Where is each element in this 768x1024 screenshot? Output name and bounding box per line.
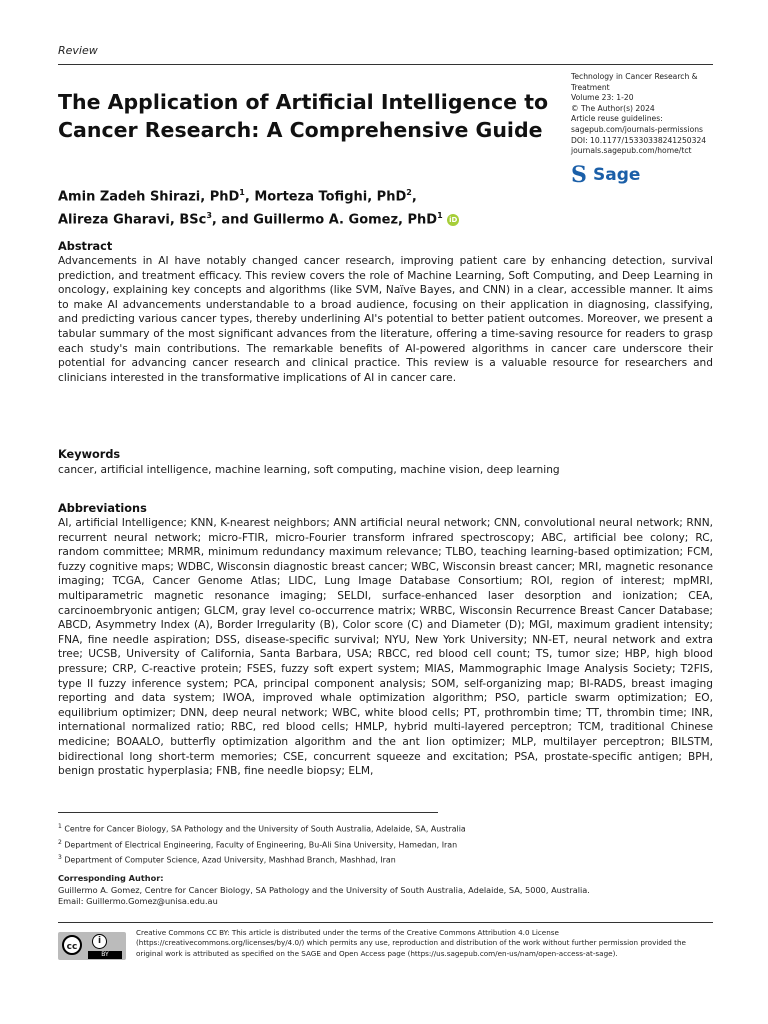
author-list — [58, 183, 528, 230]
affiliation-text: Centre for Cancer Biology, SA Pathology and the University of South Australia, Adelaide, SA, Australia — [64, 824, 466, 834]
author-affiliation: 3 — [206, 211, 212, 221]
author-separator: , — [411, 189, 417, 205]
abbreviations-heading: Abbreviations — [58, 502, 147, 515]
author-affiliation: 1 — [437, 211, 443, 221]
affiliations — [58, 820, 713, 867]
author-affiliation: 1 — [239, 188, 245, 197]
sage-logo — [571, 163, 640, 187]
journal-name: Technology in Cancer Research & Treatment — [571, 72, 698, 92]
section-label: Review — [58, 44, 98, 57]
journal-volume: Volume 23: 1-20 — [571, 93, 634, 103]
journal-reuse: Article reuse guidelines: — [571, 114, 663, 124]
affiliation-item — [58, 851, 713, 867]
sage-logo-text: Sage — [593, 165, 641, 185]
sage-s-icon: S — [571, 162, 587, 188]
corresponding-email[interactable]: Email: Guillermo.Gomez@unisa.edu.au — [58, 896, 218, 906]
orcid-icon[interactable]: iD — [449, 216, 458, 225]
affiliation-number: 1 — [58, 823, 62, 830]
journal-copyright: © The Author(s) 2024 — [571, 103, 655, 113]
author-name: Amin Zadeh Shirazi, PhD — [58, 189, 240, 205]
author-name: Morteza Tofighi, PhD — [254, 189, 407, 205]
cc-by-badge[interactable] — [58, 932, 126, 960]
affiliation-text: Department of Electrical Engineering, Faculty of Engineering, Bu-Ali Sina University, Hamedan, Iran — [64, 840, 458, 850]
by-label: BY — [88, 951, 122, 959]
abbreviations-text: AI, artificial Intelligence; KNN, K-nearest neighbors; ANN artificial neural network; CNN, convolutional neural network; RNN, recurrent neural network; micro-FTIR, micro-Fourier transform infrared spectroscopy; ABC, artificial bee colony; RC, random committee; MRMR, minimum redundancy maximum relevance; TLBO, teaching learning-based optimization; FCM, fuzzy cognitive maps; WDBC, Wisconsin diagnostic breast cancer; WBC, Wisconsin breast cancer; MRI, magnetic resonance imaging; TCGA, Cancer Genome Atlas; LIDC, Lung Image Database Consortium; ROI, region of interest; mpMRI, multiparametric magnetic resonance imaging; SELDI, surface-enhanced laser desorption and ionization; CEA, carcinoembryonic antigen; GLCM, gray level co-occurrence matrix; WRBC, Wisconsin Recurrence Breast Cancer Database; ABCD, Asymmetry Index (A), Border Irregularity (B), Color score (C) and Diameter (D); MGI, maximum gradient intensity; FNA, fine needle aspiration; DSS, disease-specific survival; NYU, New York University; NN-ET, neural network and extra tree; UCSB, University of California, Santa Barbara, USA; RBCC, red blood cell count; TS, tumor size; HBP, high blood pressure; CRP, C-reactive protein; FSES, fuzzy soft expert system; MIAS, Mammographic Image Analysis Society; T2FIS, type II fuzzy inference system; PCA, principal component analysis; SOM, self-organizing map; BI-RADS, breast imaging reporting and data system; IWOA, improved whale optimization algorithm; PSO, particle swarm optimization; EO, equilibrium optimizer; DNN, deep neural network; WBC, white blood cells; PT, prothrombin time; TT, thrombin time; INR, international normalized ratio; RBC, red blood cells; HMLP, hybrid multi-layered perceptron; TCM, traditional Chinese medicine; BOAALO, butterfly optimization algorithm and the ant lion optimizer; MLP, multilayer perceptron; BILSTM, bidirectional long short-term memories; CSE, concurrent squeeze and excitation; PSA, prostate-specific antigen; BPH, benign prostatic hyperplasia; FNB, fine needle biopsy; ELM, — [58, 517, 713, 778]
journal-info — [571, 72, 721, 157]
corresponding-address: Guillermo A. Gomez, Centre for Cancer Biology, SA Pathology and the University of South Australia, Adelaide, SA, 5000, Australia. — [58, 884, 590, 895]
license-text: Creative Commons CC BY: This article is distributed under the terms of the Creative Commons Attribution 4.0 License (https://creativecommons.org/licenses/by/4.0/) which permits any use, reproduction and distribution of the work without further permission provided the original work is attributed as specified on the SAGE and Open Access page (https://us.sagepub.com/en-us/nam/open-access-at-sage). — [136, 928, 686, 958]
article-title: The Application of Artificial Intelligence to Cancer Research: A Comprehensive Guide — [58, 90, 549, 142]
affiliation-item — [58, 820, 713, 836]
affiliation-number: 2 — [58, 838, 62, 846]
author-separator: , and — [211, 212, 254, 228]
author-affiliation: 2 — [406, 188, 412, 197]
author-name: Alireza Gharavi, BSc — [58, 212, 207, 228]
corresponding-heading: Corresponding Author: — [58, 873, 164, 883]
license-divider — [58, 922, 713, 923]
cc-icon: cc — [62, 935, 82, 955]
affiliation-text: Department of Computer Science, Azad University, Mashhad Branch, Mashhad, Iran — [64, 855, 396, 865]
affiliation-item — [58, 836, 713, 852]
abstract-text: Advancements in AI have notably changed cancer research, improving patient care by enhancing detection, survival prediction, and treatment efficacy. This review covers the role of Machine Learning, Soft Computing, and Deep Learning in oncology, explaining key concepts and algorithms (like SVM, Naïve Bayes, and CNN) in a clear, accessible manner. It aims to make AI advancements understandable to a broad audience, focusing on their application in diagnosing, classifying, and predicting various cancer types, thereby underlining AI's potential to better patient outcomes. Moreover, we present a tabular summary of the most significant advances from the literature, offering a time-saving resource for readers to grasp each study's main contributions. The remarkable benefits of AI-powered algorithms in cancer care underscore their potential for advancing cancer research and clinical practice. This review is a valuable resource for researchers and clinicians interested in the transformative implications of AI in cancer care. — [58, 255, 713, 384]
journal-home-link[interactable]: journals.sagepub.com/home/tct — [571, 146, 692, 156]
keywords-text: cancer, artificial intelligence, machine learning, soft computing, machine vision, deep learning — [58, 464, 560, 476]
top-divider — [58, 64, 713, 65]
attribution-icon: i — [92, 934, 107, 949]
abstract-heading: Abstract — [58, 240, 113, 253]
journal-doi[interactable]: DOI: 10.1177/15330338241250324 — [571, 135, 707, 145]
author-name: Guillermo A. Gomez, PhD — [253, 212, 438, 228]
journal-reuse-link[interactable]: sagepub.com/journals-permissions — [571, 124, 704, 134]
author-separator: , — [244, 189, 255, 205]
footnote-divider — [58, 812, 438, 813]
corresponding-author — [58, 873, 713, 908]
affiliation-number: 3 — [58, 854, 62, 862]
keywords-heading: Keywords — [58, 448, 121, 461]
